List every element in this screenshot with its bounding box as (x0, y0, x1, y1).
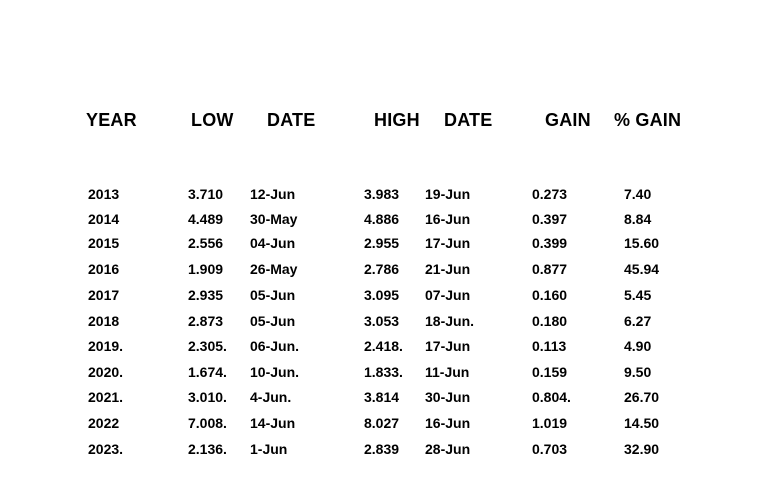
cell-high-date: 30-Jun (425, 389, 471, 405)
cell-year: 2015 (88, 235, 120, 251)
cell-low: 2.935 (188, 287, 224, 303)
cell-low-date: 05-Jun (250, 313, 296, 329)
cell-high-date: 07-Jun (425, 287, 471, 303)
header-year: YEAR (86, 110, 137, 130)
cell-low: 2.873 (188, 313, 224, 329)
cell-gain: 0.804. (532, 389, 571, 405)
cell-high: 3.983 (364, 186, 400, 202)
cell-high-date: 16-Jun (425, 211, 471, 227)
cell-high-date: 28-Jun (425, 441, 471, 457)
cell-low: 2.136. (188, 441, 227, 457)
header-low: LOW (191, 110, 234, 130)
cell-year: 2019. (88, 338, 124, 354)
header-gain: GAIN (545, 110, 591, 130)
cell-year: 2013 (88, 186, 120, 202)
cell-year: 2022 (88, 415, 120, 431)
cell-year: 2017 (88, 287, 120, 303)
cell-gain: 0.397 (532, 211, 568, 227)
cell-gain: 0.159 (532, 364, 568, 380)
cell-pct-gain: 45.94 (624, 261, 660, 277)
cell-low-date: 1-Jun (250, 441, 288, 457)
cell-high-date: 19-Jun (425, 186, 471, 202)
cell-high: 2.786 (364, 261, 400, 277)
cell-gain: 0.703 (532, 441, 568, 457)
cell-low-date: 04-Jun (250, 235, 296, 251)
cell-low-date: 05-Jun (250, 287, 296, 303)
cell-gain: 0.399 (532, 235, 568, 251)
cell-low-date: 10-Jun. (250, 364, 300, 380)
cell-pct-gain: 8.84 (624, 211, 652, 227)
cell-high: 3.053 (364, 313, 400, 329)
cell-year: 2021. (88, 389, 124, 405)
cell-high: 2.839 (364, 441, 400, 457)
cell-gain: 0.180 (532, 313, 568, 329)
header-low-date: DATE (267, 110, 316, 130)
cell-high: 2.955 (364, 235, 400, 251)
cell-high: 3.095 (364, 287, 400, 303)
cell-high-date: 17-Jun (425, 338, 471, 354)
cell-gain: 0.877 (532, 261, 568, 277)
header-high: HIGH (374, 110, 420, 130)
cell-high-date: 17-Jun (425, 235, 471, 251)
cell-low: 7.008. (188, 415, 227, 431)
cell-high: 4.886 (364, 211, 400, 227)
header-pct-gain: % GAIN (614, 110, 682, 130)
cell-pct-gain: 4.90 (624, 338, 652, 354)
cell-high-date: 18-Jun. (425, 313, 475, 329)
cell-year: 2018 (88, 313, 120, 329)
cell-gain: 0.113 (532, 338, 567, 354)
cell-low: 4.489 (188, 211, 224, 227)
cell-gain: 0.160 (532, 287, 568, 303)
cell-low: 3.010. (188, 389, 227, 405)
cell-low: 3.710 (188, 186, 224, 202)
cell-gain: 0.273 (532, 186, 568, 202)
cell-high: 8.027 (364, 415, 400, 431)
cell-high-date: 16-Jun (425, 415, 471, 431)
cell-pct-gain: 6.27 (624, 313, 652, 329)
cell-pct-gain: 15.60 (624, 235, 660, 251)
cell-pct-gain: 7.40 (624, 186, 652, 202)
cell-pct-gain: 26.70 (624, 389, 660, 405)
cell-low: 1.674. (188, 364, 227, 380)
cell-high-date: 11-Jun (425, 364, 470, 380)
cell-year: 2020. (88, 364, 124, 380)
cell-low-date: 14-Jun (250, 415, 296, 431)
cell-low: 2.556 (188, 235, 224, 251)
cell-low: 1.909 (188, 261, 224, 277)
cell-low-date: 12-Jun (250, 186, 296, 202)
cell-high: 1.833. (364, 364, 403, 380)
cell-low-date: 06-Jun. (250, 338, 300, 354)
cell-pct-gain: 32.90 (624, 441, 660, 457)
cell-year: 2023. (88, 441, 124, 457)
cell-pct-gain: 14.50 (624, 415, 660, 431)
cell-high-date: 21-Jun (425, 261, 471, 277)
cell-year: 2016 (88, 261, 120, 277)
cell-gain: 1.019 (532, 415, 568, 431)
cell-high: 2.418. (364, 338, 403, 354)
cell-low-date: 30-May (250, 211, 298, 227)
header-high-date: DATE (444, 110, 493, 130)
cell-year: 2014 (88, 211, 120, 227)
cell-low-date: 26-May (250, 261, 298, 277)
cell-low: 2.305. (188, 338, 227, 354)
cell-high: 3.814 (364, 389, 400, 405)
cell-pct-gain: 9.50 (624, 364, 652, 380)
cell-pct-gain: 5.45 (624, 287, 652, 303)
cell-low-date: 4-Jun. (250, 389, 292, 405)
